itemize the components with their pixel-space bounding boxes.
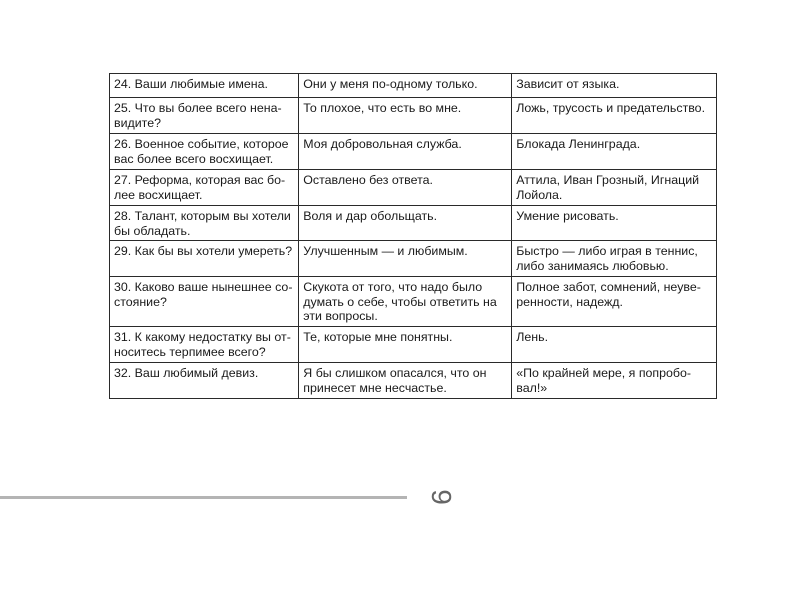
answer-cell-1: Я бы слишком опасался, что он принесет мне несчастье. <box>299 363 512 399</box>
answer-cell-2: Зависит от языка. <box>512 74 717 98</box>
answer-cell-1: То плохое, что есть во мне. <box>299 98 512 134</box>
answer-cell-1: Они у меня по-одному только. <box>299 74 512 98</box>
question-cell: 24. Ваши любимые имена. <box>110 74 299 98</box>
table-row <box>110 277 717 327</box>
answer-cell-2: Умение рисовать. <box>512 206 717 241</box>
questionnaire-table-body <box>110 74 717 399</box>
table-row <box>110 134 717 170</box>
answer-cell-2: Ложь, трусость и предательство. <box>512 98 717 134</box>
question-cell: 25. Что вы более всего нена- видите? <box>110 98 299 134</box>
answer-cell-2: Полное забот, сомнений, неуве- ренности, надежд. <box>512 277 717 327</box>
page-number-text: 9 <box>426 489 457 505</box>
page-number-glyph <box>426 489 457 505</box>
question-cell: 26. Военное событие, которое вас более всего восхищает. <box>110 134 299 170</box>
answer-cell-1: Те, которые мне понятны. <box>299 327 512 363</box>
answer-cell-2: Лень. <box>512 327 717 363</box>
answer-cell-1: Моя добровольная служба. <box>299 134 512 170</box>
table-row <box>110 363 717 399</box>
page-number <box>424 480 458 514</box>
page-footer-rule <box>0 496 407 499</box>
table-row <box>110 74 717 98</box>
answer-cell-2: Аттила, Иван Грозный, Игнаций Лойола. <box>512 170 717 206</box>
question-cell: 27. Реформа, которая вас бо- лее восхищает. <box>110 170 299 206</box>
answer-cell-1: Оставлено без ответа. <box>299 170 512 206</box>
table-row <box>110 170 717 206</box>
answer-cell-2: «По крайней мере, я попробо- вал!» <box>512 363 717 399</box>
question-cell: 30. Каково ваше нынешнее со- стояние? <box>110 277 299 327</box>
table-row <box>110 98 717 134</box>
answer-cell-1: Улучшенным — и любимым. <box>299 241 512 277</box>
table-row <box>110 327 717 363</box>
answer-cell-1: Воля и дар обольщать. <box>299 206 512 241</box>
question-cell: 31. К какому недостатку вы от- носитесь терпимее всего? <box>110 327 299 363</box>
question-cell: 32. Ваш любимый девиз. <box>110 363 299 399</box>
question-cell: 28. Талант, которым вы хотели бы обладать. <box>110 206 299 241</box>
question-cell: 29. Как бы вы хотели умереть? <box>110 241 299 277</box>
answer-cell-2: Блокада Ленинграда. <box>512 134 717 170</box>
questionnaire-table <box>109 73 717 399</box>
table-row <box>110 206 717 241</box>
answer-cell-2: Быстро — либо играя в теннис, либо занимаясь любовью. <box>512 241 717 277</box>
table-row <box>110 241 717 277</box>
answer-cell-1: Скукота от того, что надо было думать о себе, чтобы ответить на эти вопросы. <box>299 277 512 327</box>
